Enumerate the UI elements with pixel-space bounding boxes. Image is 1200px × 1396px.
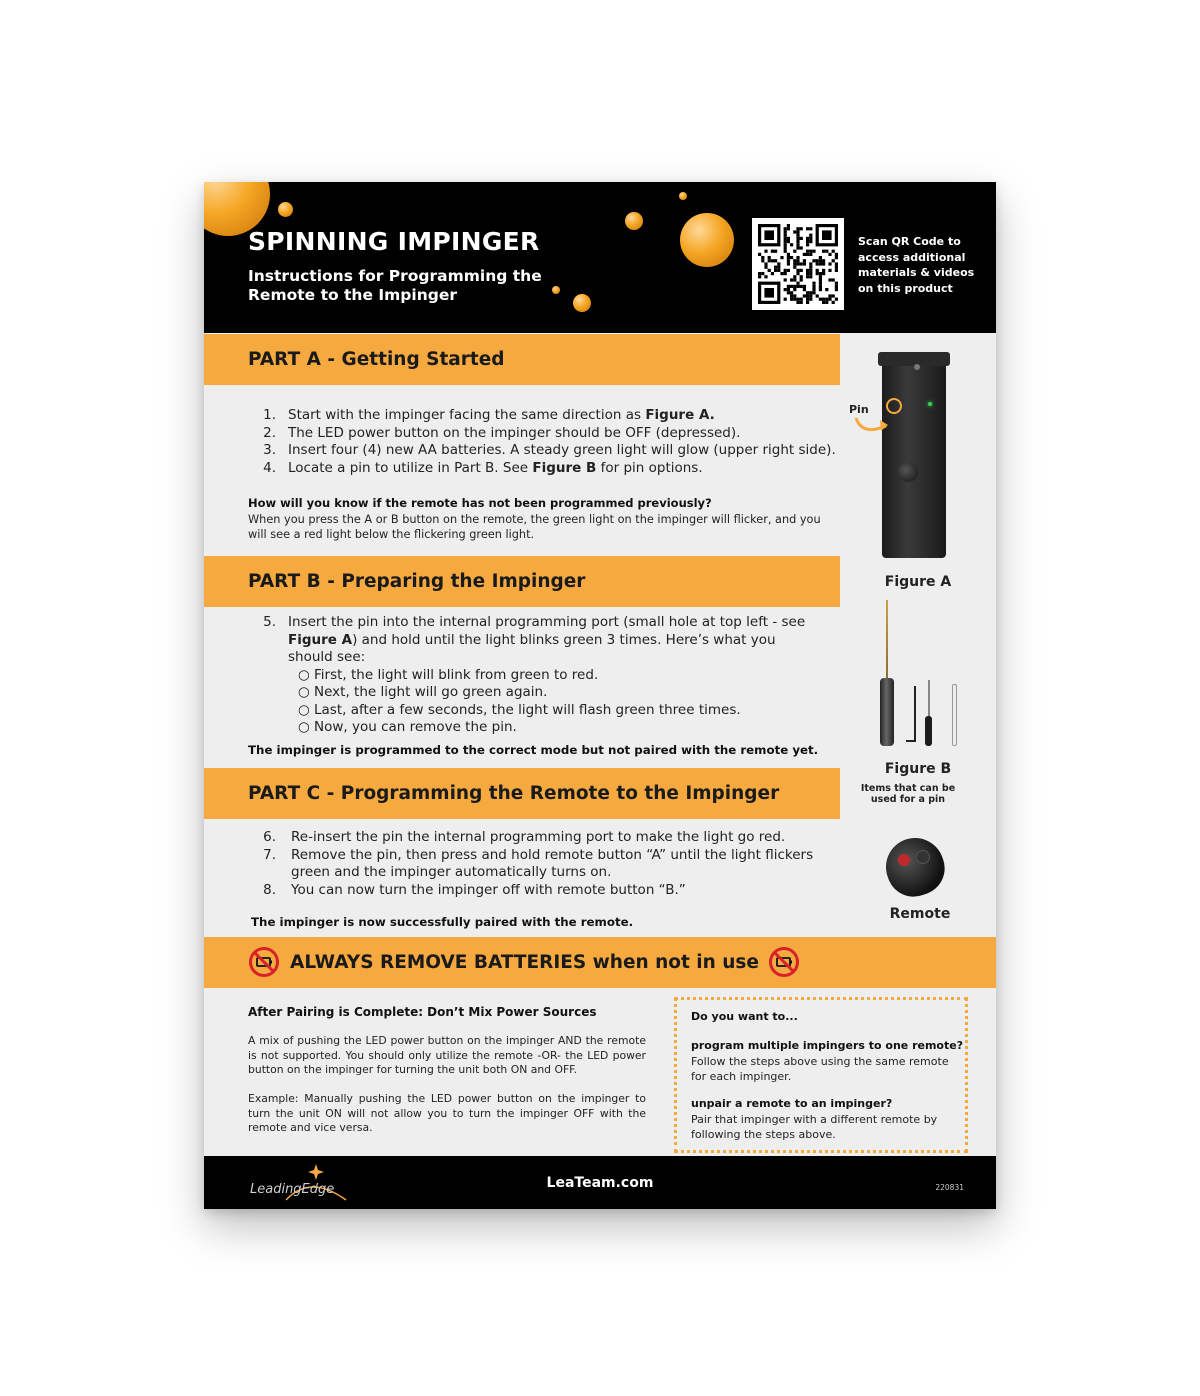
- list-item: 1. Start with the impinger facing the same direction as Figure A.: [263, 407, 715, 423]
- no-battery-icon: [248, 946, 280, 978]
- list-item: 3. Insert four (4) new AA batteries. A steady green light will glow (upper right side).: [263, 442, 836, 458]
- faq-box: [674, 997, 968, 1153]
- question-answer: When you press the A or B button on the remote, the green light on the impinger will flicker, and you will see a red light below the flickering green light.: [248, 513, 821, 541]
- list-item: 2. The LED power button on the impinger should be OFF (depressed).: [263, 424, 741, 441]
- part-a-header: [204, 334, 840, 385]
- part-c-title: PART C - Programming the Remote to the Impinger: [248, 783, 780, 804]
- part-b-title: PART B - Preparing the Impinger: [248, 571, 586, 592]
- warning-banner: [204, 937, 996, 988]
- part-c-steps: [248, 829, 838, 899]
- decorative-bubble: [680, 213, 734, 267]
- decorative-bubble: [552, 286, 560, 294]
- page-subtitle: Instructions for Programming the Remote to the Impinger: [248, 267, 542, 304]
- instruction-sheet: [204, 182, 996, 1209]
- qr-code-icon: [758, 224, 838, 304]
- figure-a-label: Figure A: [884, 574, 952, 590]
- figure-b-caption: Items that can be used for a pin: [860, 783, 956, 805]
- list-item: ○ First, the light will blink from green to red.: [298, 666, 599, 683]
- website-link[interactable]: LeaTeam.com: [546, 1175, 654, 1191]
- list-item: ○ Next, the light will go green again.: [298, 684, 548, 700]
- document-code: 220831: [935, 1183, 964, 1192]
- part-b-sub-list: [248, 667, 808, 737]
- footer: [204, 1156, 996, 1209]
- list-item: 5. Insert the pin into the internal programming port (small hole at top left - see Figure A) and hold until the light blinks green 3 times. Here’s what you should see:: [263, 614, 806, 665]
- list-item: 4. Locate a pin to utilize in Part B. See Figure B for pin options.: [263, 459, 703, 476]
- figure-a-image: [876, 352, 956, 572]
- header: [204, 182, 996, 333]
- pairing-paragraph: A mix of pushing the LED power button on the impinger AND the remote is not supported. You should only utilize the remote -OR- the LED power button on the impinger for turning the unit both ON and OFF.: [248, 1034, 646, 1076]
- pin-label: Pin: [849, 403, 869, 416]
- list-item: 6. Re-insert the pin the internal programming port to make the light go red.: [263, 829, 786, 845]
- decorative-bubble: [573, 294, 591, 312]
- pairing-title: After Pairing is Complete: Don’t Mix Power Sources: [248, 1005, 597, 1019]
- list-item: 7. Remove the pin, then press and hold remote button “A” until the light flickers green and the impinger automatically turns on.: [263, 846, 814, 880]
- no-battery-icon: [768, 946, 800, 978]
- part-c-note: The impinger is now successfully paired with the remote.: [251, 915, 634, 929]
- part-a-steps: [248, 407, 848, 477]
- remote-image: [884, 834, 948, 900]
- decorative-bubble: [625, 212, 643, 230]
- part-b-note: The impinger is programmed to the correct mode but not paired with the remote yet.: [248, 743, 819, 757]
- decorative-bubble: [679, 192, 687, 200]
- part-b-steps: [248, 614, 808, 737]
- warning-text: ALWAYS REMOVE BATTERIES when not in use: [290, 952, 759, 973]
- list-item: ○ Last, after a few seconds, the light will flash green three times.: [298, 701, 741, 718]
- pairing-example: Example: Manually pushing the LED power button on the impinger to turn the unit ON will not allow you to turn the impinger OFF with the remote and vice versa.: [248, 1092, 646, 1134]
- figure-b-image: [874, 600, 964, 750]
- arrow-icon: [852, 414, 892, 440]
- part-b-header: [204, 556, 840, 607]
- company-logo: LeadingEdge: [250, 1182, 335, 1197]
- part-a-title: PART A - Getting Started: [248, 349, 505, 370]
- faq-answer: Pair that impinger with a different remote by following the steps above.: [691, 1113, 938, 1141]
- faq-intro: Do you want to...: [691, 1010, 798, 1023]
- decorative-bubble: [278, 202, 293, 217]
- remote-label: Remote: [889, 906, 951, 922]
- faq-question: unpair a remote to an impinger?: [691, 1097, 893, 1110]
- faq-question: program multiple impingers to one remote?: [691, 1039, 964, 1052]
- list-item: ○ Now, you can remove the pin.: [298, 719, 517, 735]
- faq-answer: Follow the steps above using the same remote for each impinger.: [691, 1055, 949, 1083]
- qr-caption: Scan QR Code to access additional materials & videos on this product: [858, 235, 975, 295]
- page-title: SPINNING IMPINGER: [248, 227, 540, 256]
- figure-b-label: Figure B: [884, 761, 952, 777]
- qr-code[interactable]: [752, 218, 844, 310]
- part-c-header: [204, 768, 840, 819]
- question-heading: How will you know if the remote has not been programmed previously?: [248, 496, 712, 510]
- list-item: 8. You can now turn the impinger off with remote button “B.”: [263, 881, 686, 898]
